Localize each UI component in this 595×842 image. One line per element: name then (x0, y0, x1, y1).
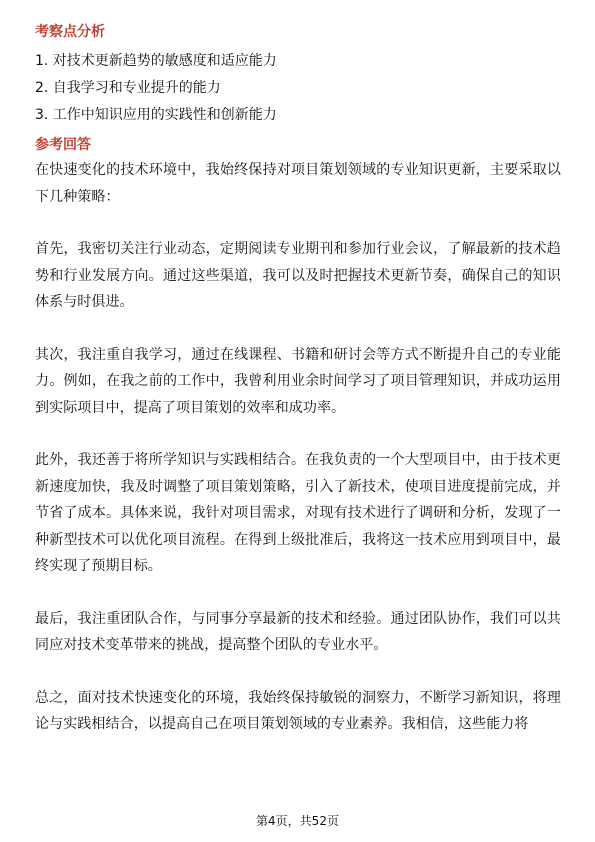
analysis-point: 3. 工作中知识应用的实践性和创新能力 (35, 107, 277, 123)
answer-paragraph: 首先，我密切关注行业动态，定期阅读专业期刊和参加行业会议，了解最新的技术趋势和行业发展方向。通过这些渠道，我可以及时把握技术更新节奏，确保自己的知识体系与时俱进。 (35, 241, 561, 310)
page-content (35, 22, 561, 764)
answer-paragraph: 此外，我还善于将所学知识与实践相结合。在我负责的一个大型项目中，由于技术更新速度加快，我及时调整了项目策划策略，引入了新技术，使项目进度提前完成，并节省了成本。具体来说，我针对项目需求，对现有技术进行了调研和分析，发现了一种新型技术可以优化项目流程。在得到上级批准后，我将这一技术应用到项目中，最终实现了预期目标。 (35, 452, 561, 574)
answer-paragraph: 总之，面对技术快速变化的环境，我始终保持敏锐的洞察力，不断学习新知识，将理论与实践相结合，以提高自己在项目策划领域的专业素养。我相信，这些能力将 (35, 689, 561, 732)
page-number-footer: 第4页，共52页 (256, 814, 339, 828)
analysis-heading: 考察点分析 (35, 24, 105, 40)
answer-paragraph: 在快速变化的技术环境中，我始终保持对项目策划领域的专业知识更新，主要采取以下几种策略： (35, 162, 561, 205)
answer-paragraph: 其次，我注重自我学习，通过在线课程、书籍和研讨会等方式不断提升自己的专业能力。例如，在我之前的工作中，我曾利用业余时间学习了项目管理知识，并成功运用到实际项目中，提高了项目策划的效率和成功率。 (35, 346, 561, 416)
answer-heading: 参考回答 (35, 137, 91, 153)
answer-paragraph: 最后，我注重团队合作，与同事分享最新的技术和经验。通过团队协作，我们可以共同应对技术变革带来的挑战，提高整个团队的专业水平。 (35, 610, 561, 653)
analysis-point: 2. 自我学习和专业提升的能力 (35, 80, 221, 96)
analysis-point: 1. 对技术更新趋势的敏感度和适应能力 (35, 53, 277, 69)
analysis-points (35, 48, 561, 129)
